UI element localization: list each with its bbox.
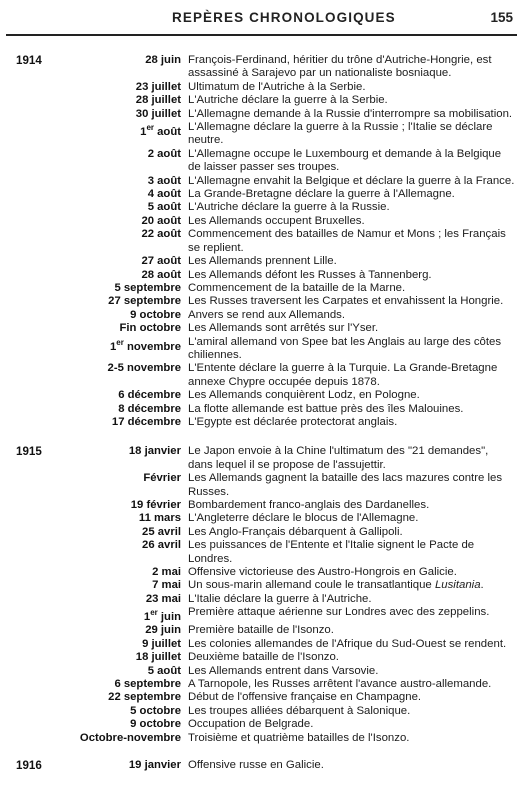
chronology-entry bbox=[0, 295, 527, 308]
entry-date: 28 août bbox=[141, 268, 181, 281]
entry-text: Les Allemands conquièrent Lodz, en Pologne. bbox=[188, 389, 420, 402]
chronology-entry bbox=[0, 215, 527, 228]
year-block-1915 bbox=[0, 445, 527, 745]
entry-text: Les Allemands prennent Lille. bbox=[188, 255, 337, 268]
entry-date: 22 août bbox=[141, 228, 181, 241]
header-rule bbox=[6, 34, 517, 36]
entry-date: 8 décembre bbox=[118, 402, 181, 415]
entry-date: 18 juillet bbox=[135, 651, 181, 664]
chronology-entry bbox=[0, 445, 527, 472]
chronology-entry bbox=[0, 705, 527, 718]
entry-text: La Grande-Bretagne déclare la guerre à l'Allemagne. bbox=[188, 188, 455, 201]
entry-text: L'Allemagne envahit la Belgique et déclare la guerre à la France. bbox=[188, 174, 515, 187]
entry-text: Les troupes alliées débarquent à Salonique. bbox=[188, 704, 411, 717]
entry-date: 4 août bbox=[147, 188, 181, 201]
entry-date: Octobre-novembre bbox=[79, 731, 181, 744]
entry-text: L'Autriche déclare la guerre à la Russie. bbox=[188, 201, 390, 214]
entry-text: L'Entente déclare la guerre à la Turquie. La Grande-Bretagne annexe Chypre occupée depuis 1878. bbox=[188, 362, 498, 388]
chronology-entry bbox=[0, 579, 527, 592]
entry-date: Février bbox=[143, 472, 181, 485]
entry-date: 19 février bbox=[130, 499, 181, 511]
chronology-entry bbox=[0, 309, 527, 322]
entry-date: 2 août bbox=[147, 147, 181, 160]
entry-date: 6 décembre bbox=[118, 389, 181, 402]
chronology-entry bbox=[0, 269, 527, 282]
chronology-entry bbox=[0, 148, 527, 175]
entry-date: 5 septembre bbox=[114, 281, 181, 294]
year-block-1914 bbox=[0, 54, 527, 429]
year-label: 1916 bbox=[16, 759, 42, 773]
entry-date: 2 mai bbox=[152, 566, 181, 579]
chronology-list bbox=[0, 40, 527, 772]
entry-text: Les colonies allemandes de l'Afrique du Sud-Ouest se rendent. bbox=[188, 637, 507, 650]
entry-text: Début de l'offensive française en Champagne. bbox=[188, 691, 422, 704]
entry-text: Deuxième bataille de l'Isonzo. bbox=[188, 651, 339, 664]
chronology-entry bbox=[0, 416, 527, 429]
entry-text: Offensive russe en Galicie. bbox=[188, 759, 324, 772]
entry-text: L'amiral allemand von Spee bat les Anglais au large des côtes chiliennes. bbox=[188, 335, 502, 361]
chronology-entry bbox=[0, 336, 527, 363]
entry-date: 28 juin bbox=[145, 54, 181, 66]
entry-date: 27 septembre bbox=[108, 295, 181, 308]
entry-date: 27 août bbox=[141, 255, 181, 268]
entry-text: Les puissances de l'Entente et l'Italie signent le Pacte de Londres. bbox=[188, 539, 475, 565]
entry-text: L'Allemagne déclare la guerre à la Russie ; l'Italie se déclare neutre. bbox=[188, 121, 493, 147]
chronology-entry bbox=[0, 732, 527, 745]
running-title: REPÈRES CHRONOLOGIQUES bbox=[172, 10, 396, 25]
chronology-entry bbox=[0, 593, 527, 606]
entry-date: 1er juin bbox=[143, 608, 181, 624]
entry-text: Première attaque aérienne sur Londres avec des zeppelins. bbox=[188, 606, 490, 619]
entry-text: L'Allemagne demande à la Russie d'interrompre sa mobilisation. bbox=[188, 107, 513, 120]
entry-date: 20 août bbox=[141, 214, 181, 227]
entry-date: 5 août bbox=[147, 664, 181, 677]
entry-text: Offensive victorieuse des Austro-Hongrois en Galicie. bbox=[188, 566, 457, 579]
page-header bbox=[0, 0, 527, 40]
chronology-entry bbox=[0, 403, 527, 416]
entry-text: Les Allemands occupent Bruxelles. bbox=[188, 214, 365, 227]
chronology-entry bbox=[0, 512, 527, 525]
chronology-entry bbox=[0, 691, 527, 704]
chronology-entry bbox=[0, 678, 527, 691]
chronology-entry bbox=[0, 175, 527, 188]
entry-date: 25 avril bbox=[142, 525, 181, 538]
entry-date: 5 août bbox=[147, 201, 181, 214]
entry-text: Les Allemands gagnent la bataille des lacs mazures contre les Russes. bbox=[188, 472, 503, 498]
entry-date: 11 mars bbox=[138, 512, 181, 525]
chronology-entry bbox=[0, 638, 527, 651]
entry-date: 18 janvier bbox=[128, 445, 181, 458]
entry-text: L'Italie déclare la guerre à l'Autriche. bbox=[188, 592, 372, 605]
chronology-entry bbox=[0, 54, 527, 81]
entry-text: Ultimatum de l'Autriche à la Serbie. bbox=[188, 80, 366, 93]
chronology-entry bbox=[0, 322, 527, 335]
entry-text: Un sous-marin allemand coule le transatlantique Lusitania. bbox=[188, 579, 484, 592]
chronology-entry bbox=[0, 566, 527, 579]
entry-date: 22 septembre bbox=[108, 691, 181, 704]
entry-text: François-Ferdinand, héritier du trône d'Autriche-Hongrie, est assassiné à Sarajevo par un nationaliste bosniaque. bbox=[188, 54, 492, 80]
entry-text: Occupation de Belgrade. bbox=[188, 718, 314, 731]
entry-date: 5 octobre bbox=[130, 704, 181, 717]
chronology-entry bbox=[0, 121, 527, 148]
entry-text: L'Angleterre déclare le blocus de l'Allemagne. bbox=[188, 512, 419, 525]
chronology-entry bbox=[0, 606, 527, 624]
entry-text: L'Allemagne occupe le Luxembourg et demande à la Belgique de laisser passer ses troupes. bbox=[188, 147, 502, 174]
chronology-entry bbox=[0, 94, 527, 107]
entry-text: Les Russes traversent les Carpates et envahissent la Hongrie. bbox=[188, 295, 504, 308]
entry-text: Les Allemands défont les Russes à Tannenberg. bbox=[188, 268, 432, 281]
entry-text: Anvers se rend aux Allemands. bbox=[188, 308, 346, 321]
entry-text: La flotte allemande est battue près des îles Malouines. bbox=[188, 402, 464, 415]
chronology-entry bbox=[0, 108, 527, 121]
chronology-entry bbox=[0, 718, 527, 731]
page-number: 155 bbox=[490, 10, 513, 25]
entry-text: Les Anglo-Français débarquent à Gallipoli. bbox=[188, 525, 403, 538]
chronology-entry bbox=[0, 81, 527, 94]
entry-text: Troisième et quatrième batailles de l'Isonzo. bbox=[188, 731, 410, 744]
year-label: 1914 bbox=[16, 54, 42, 67]
entry-date: 30 juillet bbox=[135, 107, 181, 120]
chronology-entry bbox=[0, 526, 527, 539]
chronology-entry bbox=[0, 472, 527, 499]
entry-text: A Tarnopole, les Russes arrêtent l'avance austro-allemande. bbox=[188, 678, 492, 691]
entry-date: 23 juillet bbox=[135, 80, 181, 93]
chronology-entry bbox=[0, 389, 527, 402]
chronology-entry bbox=[0, 228, 527, 255]
entry-text: Commencement des batailles de Namur et Mons ; les Français se replient. bbox=[188, 228, 506, 254]
chronology-entry bbox=[0, 624, 527, 637]
entry-text: Les Allemands sont arrêtés sur l'Yser. bbox=[188, 322, 379, 335]
chronology-entry bbox=[0, 759, 527, 772]
chronology-entry bbox=[0, 539, 527, 566]
entry-date: 28 juillet bbox=[135, 94, 181, 107]
entry-date: 9 octobre bbox=[130, 308, 181, 321]
entry-date: 19 janvier bbox=[128, 759, 181, 772]
year-label: 1915 bbox=[16, 445, 42, 459]
entry-date: Fin octobre bbox=[119, 322, 181, 335]
entry-date: 9 octobre bbox=[130, 718, 181, 731]
entry-date: 1er novembre bbox=[110, 337, 181, 353]
year-block-1916 bbox=[0, 759, 527, 772]
entry-date: 3 août bbox=[147, 174, 181, 187]
entry-text: L'Autriche déclare la guerre à la Serbie. bbox=[188, 94, 388, 107]
entry-date: 29 juin bbox=[145, 624, 181, 637]
entry-date: 1er août bbox=[140, 123, 181, 138]
entry-date: 6 septembre bbox=[114, 678, 181, 691]
chronology-entry bbox=[0, 499, 527, 512]
entry-text: Commencement de la bataille de la Marne. bbox=[188, 281, 406, 294]
entry-date: 2-5 novembre bbox=[107, 362, 181, 375]
entry-text: Le Japon envoie à la Chine l'ultimatum des "21 demandes", dans lequel il se propose de l'assujettir. bbox=[188, 445, 489, 471]
entry-text: Première bataille de l'Isonzo. bbox=[188, 624, 334, 637]
entry-date: 26 avril bbox=[142, 539, 181, 552]
chronology-entry bbox=[0, 188, 527, 201]
chronology-entry bbox=[0, 255, 527, 268]
chronology-entry bbox=[0, 362, 527, 389]
entry-text: L'Egypte est déclarée protectorat anglais. bbox=[188, 415, 398, 428]
entry-text: Bombardement franco-anglais des Dardanelles. bbox=[188, 499, 430, 511]
entry-date: 23 mai bbox=[145, 592, 181, 605]
chronology-entry bbox=[0, 651, 527, 664]
chronology-entry bbox=[0, 282, 527, 295]
chronology-entry bbox=[0, 201, 527, 214]
entry-date: 9 juillet bbox=[142, 637, 181, 650]
entry-text: Les Allemands entrent dans Varsovie. bbox=[188, 664, 379, 677]
entry-date: 7 mai bbox=[152, 579, 181, 592]
chronology-entry bbox=[0, 665, 527, 678]
entry-date: 17 décembre bbox=[111, 415, 181, 428]
